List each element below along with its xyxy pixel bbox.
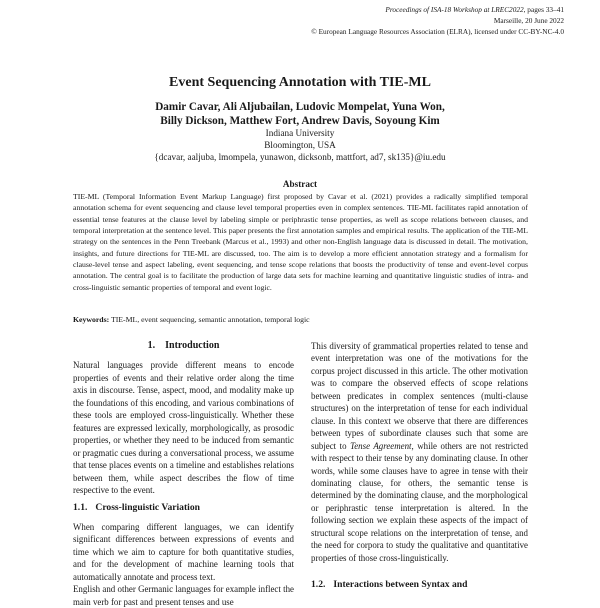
paper-title: Event Sequencing Annotation with TIE-ML	[169, 75, 431, 90]
cross-linguistic-paragraph-2: English and other Germanic languages for example inflect the main verb for past and present tenses and use	[73, 584, 294, 607]
keywords-text: TIE-ML, event sequencing, semantic annotation, temporal logic	[109, 315, 310, 324]
affiliation	[0, 127, 600, 163]
keywords-label: Keywords:	[73, 315, 110, 324]
subsection-title: Interactions between Syntax and	[333, 579, 468, 591]
page-range: , pages 33–41	[523, 5, 564, 14]
cross-linguistic-paragraph-1: When comparing different languages, we can identify significant differences between expressions of events and time which we aim to capture for both quantitative studies, and for the development of machine learning tools that automatically annotate and process text.	[73, 521, 294, 582]
author-line-2: Billy Dickson, Matthew Fort, Andrew Davis, Soyoung Kim	[160, 114, 440, 127]
location-date: Marseille, 20 June 2022	[493, 16, 564, 25]
subsection-title: Cross-linguistic Variation	[95, 502, 200, 514]
abstract-heading: Abstract	[282, 179, 318, 189]
abstract-text: TIE-ML (Temporal Information Event Markup Language) first proposed by Cavar et al. (2021) provides a radically simplified temporal annotation schema for event sequencing and clause level temporal properties even in complex sentences. TIE-ML facilitates rapid annotation of essential tense features at the clause level by labeling simple or periphrastic tense properties, as well as scope relations between clauses, and temporal interpretation at the sentence level. This paper presents the first annotation samples and empirical results. The application of the TIE-ML strategy on the sentences in the Penn Treebank (Marcus et al., 1993) and other non-English language data is discussed in detail. The motivation, insights, and future directions for TIE-ML are discussed, too. The aim is to develop a more efficient annotation strategy and a formalism for clause-level tense and aspect labeling, event sequencing, and tense scope relations that boosts the productivity of tense and event-level corpus annotation. The central goal is to facilitate the production of large data sets for machine learning and quantitative linguistic studies of intra- and cross-linguistic semantic properties of temporal and event logic.	[73, 192, 528, 292]
university: Indiana University	[265, 128, 335, 138]
author-line-1: Damir Cavar, Ali Aljubailan, Ludovic Mompelat, Yuna Won,	[155, 101, 445, 113]
keywords	[73, 315, 310, 324]
diversity-text-b: , while others are not restricted with respect to their tense by any dominating clause. In other words, while some clauses have to agree in tense with their dominating clause, for others, the semantic tense is determined by the dominating clause, and the morphological or periphrastic tense interpretation is altered. In the following section we explain these aspects of the impact of structural scope relations on the interpretation of tense, and the need for corpora to study the qualitative and quantitative properties of those cross-linguistically.	[311, 440, 529, 563]
section-heading-introduction	[73, 340, 294, 352]
subsection-number: 1.1.	[73, 502, 88, 514]
intro-paragraph: Natural languages provide different means to encode properties of events and their relative order along the time axis in discourse. Tense, aspect, mood, and modality make up the foundations of this encoding, and various combinations of these tools are employed cross-linguistically. Whether these features are expressed lexically, morphologically, as prosodic properties, or whether they need to be induced from semantic or pragmatic cues during a conversational process, we assume that tense places events on a timeline and establishes relations between them, while aspect describes the flow of time respective to the event.	[73, 360, 294, 495]
author-list	[0, 101, 600, 128]
diversity-text-a: This diversity of grammatical properties related to tense and event interpretation was one of the motivations for the corpus project discussed in this article. The other motivation was to compare the observed effects of scope relations between predicates in complex sentences (multi-clause structures) on the interpretation of tense for each individual clause. In this context we observe that there are differences between types of subordinate clauses such that some are subject to	[311, 341, 528, 451]
license-notice: © European Language Resources Association (ELRA), licensed under CC-BY-NC-4.0	[311, 27, 564, 36]
subsection-heading-cross-linguistic	[73, 502, 294, 514]
tense-agreement-term: Tense Agreement	[350, 440, 412, 451]
left-column	[73, 340, 294, 608]
subsection-number: 1.2.	[311, 579, 326, 591]
city: Bloomington, USA	[264, 140, 336, 150]
section-number: 1.	[147, 340, 156, 351]
diversity-paragraph	[311, 340, 528, 564]
proceedings-header	[311, 4, 564, 37]
proceedings-name: Proceedings of ISA-18 Workshop at LREC2022	[385, 5, 524, 14]
section-title: Introduction	[165, 340, 220, 351]
right-column	[311, 340, 528, 598]
subsection-heading-syntax	[311, 579, 528, 591]
author-emails: {dcavar, aaljuba, lmompela, yunawon, dicksonb, mattfort, ad7, sk135}@iu.edu	[154, 152, 446, 162]
